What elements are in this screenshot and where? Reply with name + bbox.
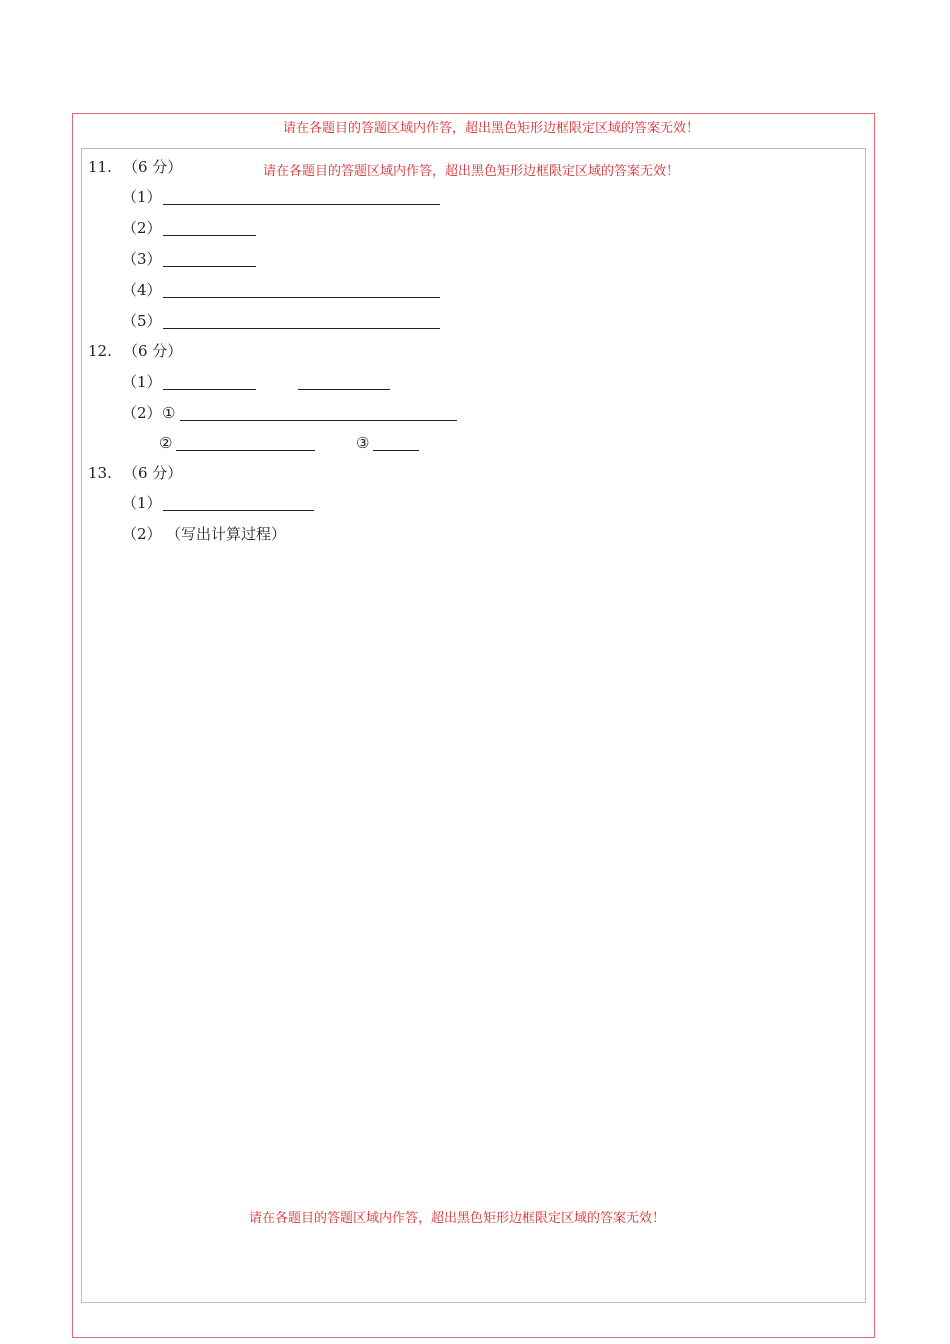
q13-points: （6 分） <box>123 464 183 482</box>
q12-part2-answer-line-1[interactable] <box>180 420 457 421</box>
q13-part1-label: （1） <box>122 494 162 512</box>
q11-number: 11. <box>88 158 112 176</box>
q12-part1-answer-line-b[interactable] <box>298 389 390 390</box>
q13-number: 13. <box>88 464 112 482</box>
q11-part2-label: （2） <box>122 219 162 237</box>
q12-part1-answer-line-a[interactable] <box>163 389 256 390</box>
q11-part1-answer-line[interactable] <box>163 204 440 205</box>
q12-part2-answer-line-3[interactable] <box>373 450 419 451</box>
q12-number: 12. <box>88 342 112 360</box>
q12-part2-circle1: ① <box>162 404 176 422</box>
q11-part1-label: （1） <box>122 188 162 206</box>
q12-part2-circle2: ② <box>159 434 173 452</box>
q13-part2-label: （2） <box>122 525 162 543</box>
q13-calculation-area[interactable] <box>120 550 850 1190</box>
q12-points: （6 分） <box>123 342 183 360</box>
q12-part2-answer-line-2[interactable] <box>176 450 315 451</box>
q13-part2-note: （写出计算过程） <box>166 525 287 543</box>
q11-part5-answer-line[interactable] <box>163 328 440 329</box>
q11-part3-label: （3） <box>122 250 162 268</box>
q11-part2-answer-line[interactable] <box>163 235 256 236</box>
q12-part2-label: （2） <box>122 404 162 422</box>
top-warning-text: 请在各题目的答题区域内作答，超出黑色矩形边框限定区域的答案无效！ <box>283 121 700 136</box>
q11-points: （6 分） <box>123 158 183 176</box>
q13-part1-answer-line[interactable] <box>163 510 314 511</box>
inner-warning-text: 请在各题目的答题区域内作答，超出黑色矩形边框限定区域的答案无效！ <box>263 164 680 179</box>
bottom-warning-text: 请在各题目的答题区域内作答，超出黑色矩形边框限定区域的答案无效！ <box>249 1211 666 1226</box>
q11-part3-answer-line[interactable] <box>163 266 256 267</box>
q11-part4-answer-line[interactable] <box>163 297 440 298</box>
q12-part2-circle3: ③ <box>356 434 370 452</box>
q11-part4-label: （4） <box>122 281 162 299</box>
q12-part1-label: （1） <box>122 373 162 391</box>
q11-part5-label: （5） <box>122 312 162 330</box>
